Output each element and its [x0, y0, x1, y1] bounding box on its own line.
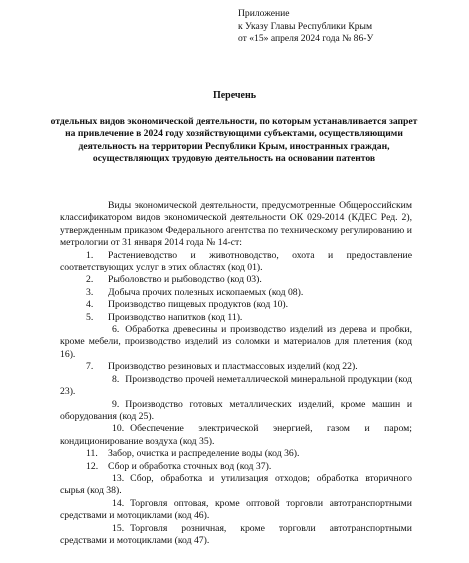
item-text: Добыча прочих полезных ископаемых (код 08). — [108, 286, 304, 298]
annex-line-2: к Указу Главы Республики Крым — [238, 20, 373, 32]
list-item — [60, 399, 412, 424]
item-text: Обеспечение электрической энергией, газом и паром; кондиционирование воздуха (код 35). — [60, 423, 412, 447]
list-item — [60, 423, 412, 448]
list-item — [60, 324, 412, 361]
list-item — [60, 299, 412, 311]
document-body — [60, 200, 412, 547]
item-text: Торговля розничная, кроме торговли автотранспортными средствами и мотоциклами (код 47). — [60, 522, 412, 546]
item-number: 11. — [86, 448, 98, 460]
list-item — [60, 287, 412, 299]
item-number: 1. — [86, 249, 94, 261]
list-item — [60, 473, 412, 498]
item-number: 14. — [112, 497, 125, 509]
item-number: 12. — [86, 460, 99, 472]
list-item — [60, 250, 412, 275]
item-number: 2. — [86, 274, 94, 286]
item-number: 5. — [86, 311, 94, 323]
item-text: Сбор, обработка и утилизация отходов; обработка вторичного сырья (код 38). — [60, 472, 412, 497]
item-number: 3. — [86, 286, 94, 298]
list-item — [60, 374, 412, 399]
list-item — [60, 448, 412, 460]
item-text: Производство пищевых продуктов (код 10). — [108, 299, 289, 311]
list-item — [60, 461, 412, 473]
list-item — [60, 361, 412, 373]
list-item — [60, 312, 412, 324]
intro-paragraph: Виды экономической деятельности, предусмотренные Общероссийским классификатором видов экономической деятельности ОК 029-2014 (КДЕС Ред. 2), утвержденным приказом Федерального агентства по техническому регулированию и метрологии от 31 января 2014 года № 14-ст: — [60, 200, 412, 249]
document-subtitle: отдельных видов экономической деятельности, по которым устанавливается запрет на привлечение в 2024 году хозяйствующими субъектами, осуществляющими деятельность на территории Республики Крым, иностранных граждан, осуществляющих трудовую деятельность на основании патентов — [50, 116, 418, 165]
list-item — [60, 274, 412, 286]
item-text: Рыболовство и рыбоводство (код 03). — [108, 274, 262, 286]
annex-line-3: от «15» апреля 2024 года № 86-У — [238, 33, 374, 45]
item-number: 15. — [112, 522, 125, 534]
item-text: Торговля оптовая, кроме оптовой торговли автотранспортными средствами и мотоциклами (код 46). — [60, 497, 412, 522]
item-number: 9. — [112, 398, 120, 410]
item-text: Забор, очистка и распределение воды (код 36). — [108, 448, 300, 460]
list-item — [60, 523, 412, 548]
item-text: Обработка древесины и производство изделий из дерева и пробки, кроме мебели, производство изделий из соломки и материалов для плетения (код 16). — [60, 324, 412, 360]
item-text: Сбор и обработка сточных вод (код 37). — [108, 460, 272, 472]
item-text: Производство прочей неметаллической минеральной продукции (код 23). — [60, 373, 412, 398]
annex-line-1: Приложение — [238, 8, 290, 19]
item-number: 10. — [112, 423, 125, 435]
list-item — [60, 498, 412, 523]
item-text: Производство готовых металлических изделий, кроме машин и оборудования (код 25). — [60, 398, 412, 422]
item-number: 8. — [112, 373, 120, 385]
item-number: 6. — [112, 324, 120, 336]
document-title: Перечень — [212, 90, 257, 101]
item-text: Производство резиновых и пластмассовых изделий (код 22). — [108, 361, 358, 373]
item-number: 13. — [112, 472, 125, 484]
annex-header — [238, 8, 460, 46]
item-text: Производство напитков (код 11). — [108, 311, 243, 323]
item-number: 4. — [86, 299, 94, 311]
item-text: Растениеводство и животноводство, охота и предоставление соответствующих услуг в этих областях (код 01). — [60, 249, 412, 274]
item-number: 7. — [86, 361, 94, 373]
